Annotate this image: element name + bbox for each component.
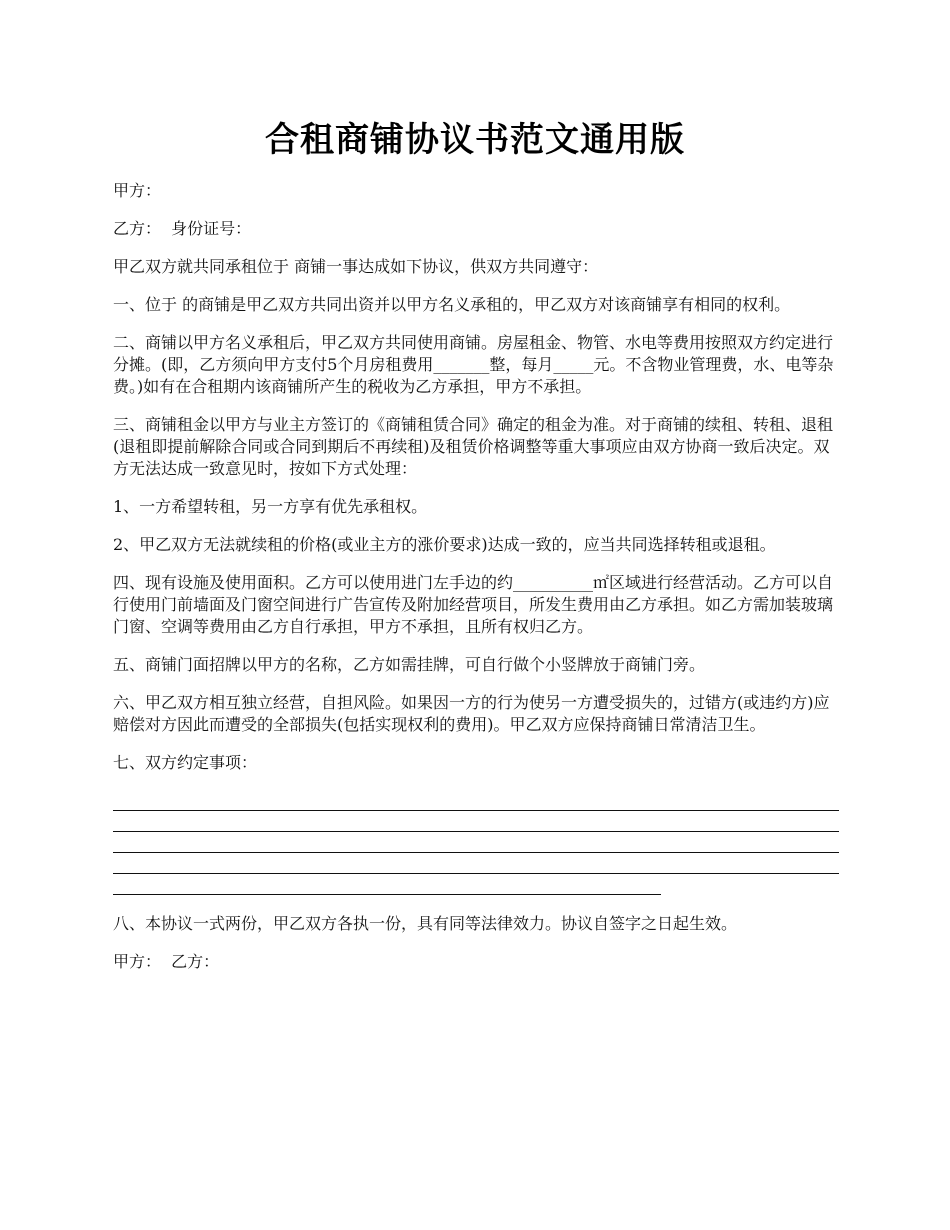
preamble-paragraph: 甲乙双方就共同承租位于 商铺一事达成如下协议，供双方共同遵守： xyxy=(113,257,599,276)
document-title: 合租商铺协议书范文通用版 xyxy=(265,120,685,160)
signature-line: 甲方： 乙方： xyxy=(113,952,220,971)
clause-5: 五、商铺门面招牌以甲方的名称，乙方如需挂牌，可自行做个小竖牌放于商铺门旁。 xyxy=(113,655,706,674)
clause-1: 一、位于 的商铺是甲乙双方共同出资并以甲方名义承租的，甲乙双方对该商铺享有相同的权利。 xyxy=(113,295,791,314)
document-body xyxy=(113,180,843,989)
blank-line xyxy=(113,811,839,832)
blank-line xyxy=(113,832,839,853)
clause-7: 七、双方约定事项： xyxy=(113,753,258,772)
agreed-matters-blank-lines xyxy=(113,790,843,895)
blank-line xyxy=(113,853,839,874)
blank-line xyxy=(113,790,839,811)
clause-4: 四、现有设施及使用面积。乙方可以使用进门左手边的约__________㎡区域进行经营活动。乙方可以自行使用门前墙面及门窗空间进行广告宣传及附加经营项目，所发生费用由乙方承担。如乙方需加装玻璃门窗、空调等费用由乙方自行承担，甲方不承担，且所有权归乙方。 xyxy=(113,573,834,636)
clause-3-item-2: 2、甲乙双方无法就续租的价格(或业主方的涨价要求)达成一致的，应当共同选择转租或退租。 xyxy=(113,535,776,554)
clause-2: 二、商铺以甲方名义承租后，甲乙双方共同使用商铺。房屋租金、物管、水电等费用按照双方约定进行分摊。(即，乙方须向甲方支付5个月房租费用_______整，每月_____元。不含物业管理费，水、电等杂费。)如有在合租期内该商铺所产生的税收为乙方承担，甲方不承担。 xyxy=(113,333,834,396)
party-a-line: 甲方： xyxy=(113,181,162,200)
clause-3: 三、商铺租金以甲方与业主方签订的《商铺租赁合同》确定的租金为准。对于商铺的续租、转租、退租(退租即提前解除合同或合同到期后不再续租)及租赁价格调整等重大事项应由双方协商一致后决定。双方无法达成一致意见时，按如下方式处理： xyxy=(113,415,834,478)
clause-3-item-1: 1、一方希望转租，另一方享有优先承租权。 xyxy=(113,497,428,516)
clause-6: 六、甲乙双方相互独立经营，自担风险。如果因一方的行为使另一方遭受损失的，过错方(或违约方)应赔偿对方因此而遭受的全部损失(包括实现权利的费用)。甲乙双方应保持商铺日常清洁卫生。 xyxy=(113,693,830,734)
blank-line xyxy=(113,874,661,895)
clause-8: 八、本协议一式两份，甲乙双方各执一份，具有同等法律效力。协议自签字之日起生效。 xyxy=(113,914,738,933)
party-b-line: 乙方： 身份证号： xyxy=(113,219,252,238)
